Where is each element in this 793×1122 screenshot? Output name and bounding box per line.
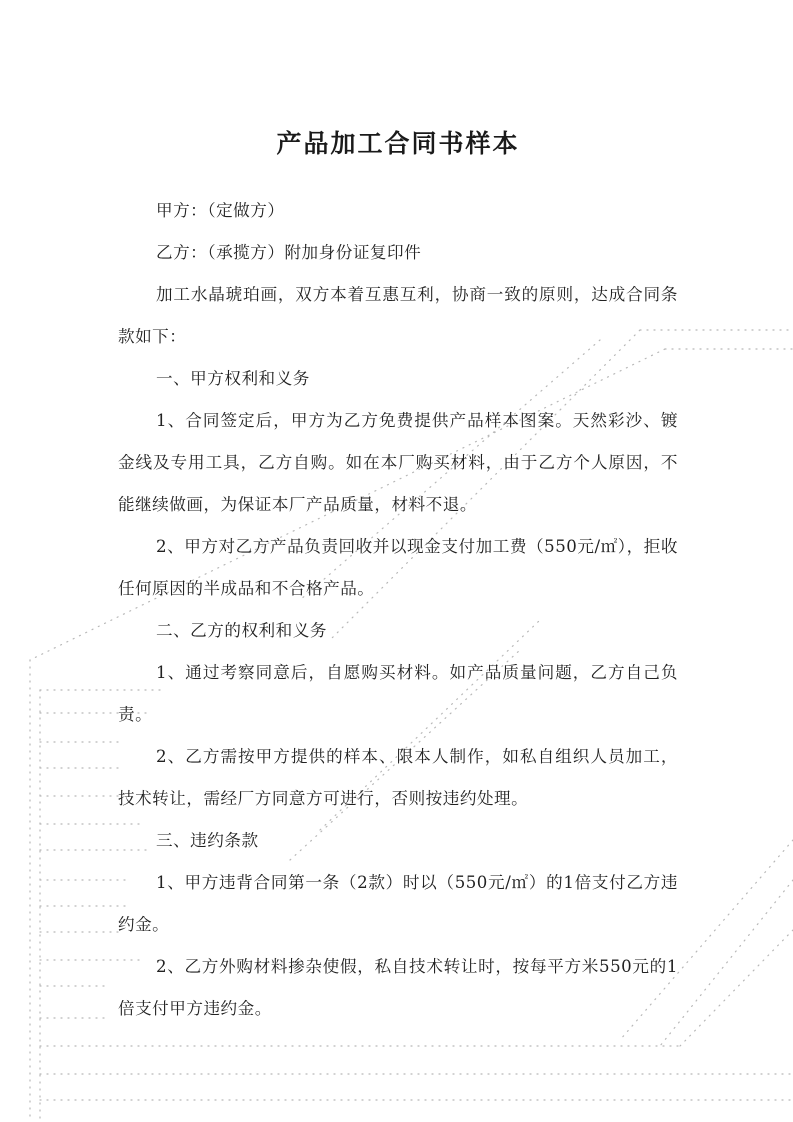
section-2-item-1: 1、通过考察同意后，自愿购买材料。如产品质量问题，乙方自己负责。 <box>118 663 678 724</box>
section-3-item-2: 2、乙方外购材料掺杂使假，私自技术转让时，按每平方米550元的1倍支付甲方违约金。 <box>118 957 678 1018</box>
section-2-item-2: 2、乙方需按甲方提供的样本、限本人制作，如私自组织人员加工，技术转让，需经厂方同意方可进行，否则按违约处理。 <box>118 747 678 808</box>
section-1-item-1: 1、合同签定后，甲方为乙方免费提供产品样本图案。天然彩沙、镀金线及专用工具，乙方自购。如在本厂购买材料，由于乙方个人原因，不能继续做画，为保证本厂产品质量，材料不退。 <box>118 411 678 514</box>
party-a-line: 甲方：（定做方） <box>156 201 285 220</box>
section-2-heading: 二、乙方的权利和义务 <box>156 621 327 640</box>
intro-paragraph: 加工水晶琥珀画，双方本着互惠互利，协商一致的原则，达成合同条款如下： <box>118 285 678 346</box>
section-3-heading: 三、违约条款 <box>156 831 259 850</box>
section-1-heading: 一、甲方权利和义务 <box>156 369 310 388</box>
party-b-line: 乙方：（承揽方）附加身份证复印件 <box>156 243 422 262</box>
section-1-item-2: 2、甲方对乙方产品负责回收并以现金支付加工费（550元/㎡），拒收任何原因的半成品和不合格产品。 <box>118 537 678 598</box>
section-3-item-1: 1、甲方违背合同第一条（2款）时以（550元/㎡）的1倍支付乙方违约金。 <box>118 873 678 934</box>
document-title: 产品加工合同书样本 <box>276 129 520 158</box>
